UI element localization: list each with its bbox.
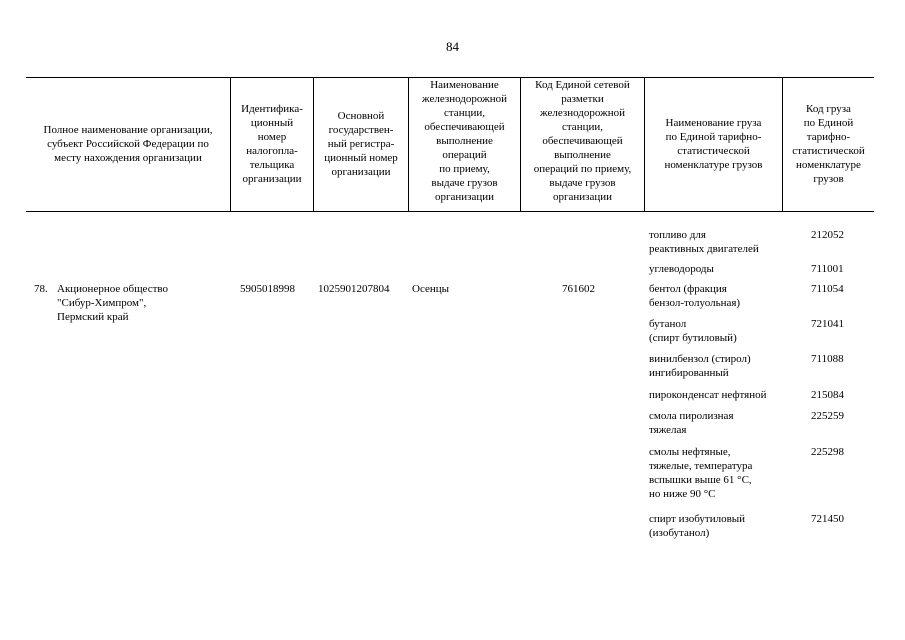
ogrn-value: 1025901207804 bbox=[318, 283, 390, 295]
page-number: 84 bbox=[446, 39, 459, 54]
table-header-border bbox=[26, 211, 874, 212]
cargo-name: смолы нефтяные, тяжелые, температура вспышки выше 61 °С, но ниже 90 °С bbox=[649, 446, 753, 500]
cargo-code: 711088 bbox=[811, 353, 844, 365]
cargo-name: смола пиролизная тяжелая bbox=[649, 410, 734, 436]
header-station-code: Код Единой сетевой разметки железнодорожной станции, обеспечивающей выполнение операций по приему, выдаче грузов организации bbox=[533, 79, 632, 203]
station-code: 761602 bbox=[562, 283, 595, 295]
cargo-code: 711054 bbox=[811, 283, 844, 295]
station-name: Осенцы bbox=[412, 283, 450, 295]
cargo-code: 225298 bbox=[811, 446, 844, 458]
header-organization: Полное наименование организации, субъект Российской Федерации по месту нахождения организации bbox=[43, 124, 213, 164]
header-cargo-code: Код груза по Единой тарифно- статистической номенклатуре грузов bbox=[792, 103, 865, 185]
cargo-code: 215084 bbox=[811, 389, 844, 401]
cargo-code: 721450 bbox=[811, 513, 844, 525]
cargo-name: углеводороды bbox=[649, 263, 714, 275]
cargo-code: 721041 bbox=[811, 318, 844, 330]
cargo-code: 711001 bbox=[811, 263, 844, 275]
cargo-code: 225259 bbox=[811, 410, 844, 422]
cargo-name: бентол (фракция бензол-толуольная) bbox=[649, 283, 741, 309]
cargo-name: бутанол (спирт бутиловый) bbox=[649, 318, 737, 344]
header-cargo-name: Наименование груза по Единой тарифно- статистической номенклатуре грузов bbox=[664, 117, 763, 171]
row-number: 78. bbox=[34, 283, 48, 295]
cargo-name: пироконденсат нефтяной bbox=[649, 389, 767, 401]
cargo-name: спирт изобутиловый (изобутанол) bbox=[649, 513, 746, 539]
cargo-name: топливо для реактивных двигателей bbox=[649, 229, 759, 255]
cargo-code: 212052 bbox=[811, 229, 844, 241]
organization-name: Акционерное общество "Сибур-Химпром", Пермский край bbox=[57, 283, 169, 323]
header-inn: Идентифика- ционный номер налогопла- тельщика организации bbox=[241, 103, 303, 185]
cargo-name: винилбензол (стирол) ингибированный bbox=[649, 353, 751, 379]
inn-value: 5905018998 bbox=[240, 283, 295, 295]
header-station: Наименование железнодорожной станции, обеспечивающей выполнение операций по приему, выдаче грузов организации bbox=[422, 79, 507, 203]
header-ogrn: Основной государствен- ный регистра- ционный номер организации bbox=[324, 110, 398, 178]
